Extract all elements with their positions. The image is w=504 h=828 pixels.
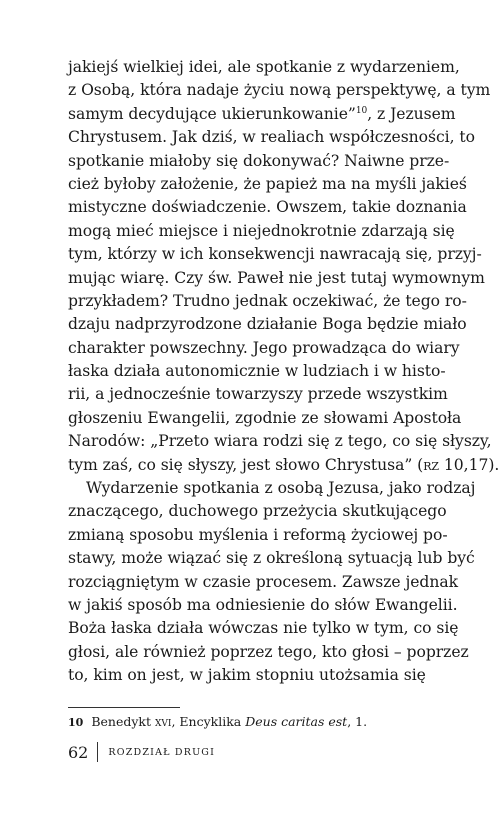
text-line: cież byłoby założenie, że papież ma na myśli jakieś xyxy=(68,174,467,193)
text-line: głosi, ale również poprzez tego, kto głosi – poprzez xyxy=(68,642,469,661)
text-line: dzaju nadprzyrodzone działanie Boga będzie miało xyxy=(68,315,467,334)
text-line: tym, którzy w ich konsekwencji nawracają się, przyj- xyxy=(68,245,482,264)
text-line: znaczącego, duchowego przeżycia skutkującego xyxy=(68,502,447,521)
text-line: mistyczne doświadczenie. Owszem, takie doznania xyxy=(68,198,467,217)
text-line-with-footnote-ref xyxy=(68,103,456,126)
footnote-reference[interactable]: 10 xyxy=(355,105,368,116)
paragraph-first-line: Wydarzenie spotkania z osobą Jezusa, jako rodzaj xyxy=(86,479,476,498)
folio-divider xyxy=(97,742,98,762)
text-line: głoszeniu Ewangelii, zgodnie ze słowami Apostoła xyxy=(68,408,462,427)
footnote xyxy=(68,714,367,731)
footnote-tail: , 1. xyxy=(347,714,368,729)
text-fragment: ). xyxy=(488,455,500,474)
text-fragment: samym decydujące ukierunkowanie” xyxy=(68,104,356,123)
page-body-text xyxy=(68,56,500,688)
text-line: w jakiś sposób ma odniesienie do słów Ewangelii. xyxy=(68,595,458,614)
text-line: mując wiarę. Czy św. Paweł nie jest tutaj wymownym xyxy=(68,268,485,287)
text-line: rii, a jednocześnie towarzyszy przede wszystkim xyxy=(68,385,448,404)
text-line: mogą mieć miejsce i niejednokrotnie zdarzają się xyxy=(68,221,455,240)
text-line: Boża łaska działa wówczas nie tylko w tym, co się xyxy=(68,619,459,638)
footnote-author: Benedykt xyxy=(91,714,155,729)
text-line: stawy, może wiązać się z określoną sytuacją lub być xyxy=(68,549,475,568)
page-number: 62 xyxy=(68,742,89,762)
footnote-number: 10 xyxy=(68,716,84,729)
text-line: rozciągniętym w czasie procesem. Zawsze jednak xyxy=(68,572,458,591)
footnote-title: Deus caritas est xyxy=(245,714,348,729)
text-fragment: tym zaś, co się słyszy, jest słowo Chrystusa” ( xyxy=(68,455,424,474)
text-line: charakter powszechny. Jego prowadząca do wiary xyxy=(68,338,460,357)
text-line: przykładem? Trudno jednak oczekiwać, że tego ro- xyxy=(68,291,467,310)
bible-citation: rz 10,17 xyxy=(423,455,489,474)
text-line: spotkanie miałoby się dokonywać? Naiwne prze- xyxy=(68,151,450,170)
text-line-with-citation xyxy=(68,454,500,477)
text-line: Narodów: „Przeto wiara rodzi się z tego, co się słyszy, xyxy=(68,432,492,451)
running-head: ROZDZIAŁ DRUGI xyxy=(108,746,216,758)
page-footer xyxy=(68,740,215,764)
text-line: Chrystusem. Jak dziś, w realiach współczesności, to xyxy=(68,128,475,147)
text-fragment: , z Jezusem xyxy=(367,104,456,123)
text-line: łaska działa autonomicznie w ludziach i w histo- xyxy=(68,362,446,381)
footnote-doc-type: , Encyklika xyxy=(171,714,246,729)
text-line: to, kim on jest, w jakim stopniu utożsamia się xyxy=(68,666,426,685)
text-line: zmianą sposobu myślenia i reformą życiowej po- xyxy=(68,525,448,544)
footnote-divider xyxy=(68,707,180,708)
text-line: jakiejś wielkiej idei, ale spotkanie z wydarzeniem, xyxy=(68,58,460,76)
text-line: z Osobą, która nadaje życiu nową perspektywę, a tym xyxy=(68,81,491,100)
footnote-author-numeral: xvi xyxy=(154,714,172,729)
